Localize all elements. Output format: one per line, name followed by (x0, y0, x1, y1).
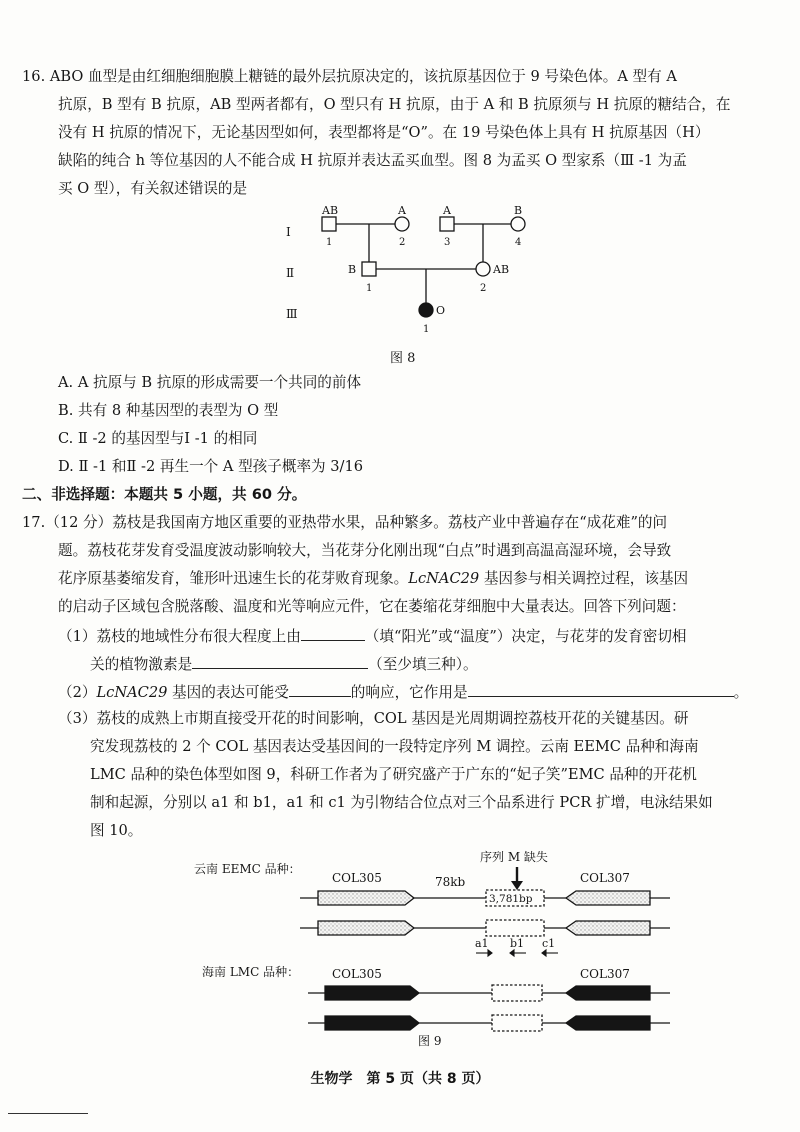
q17-part1-line2 (90, 652, 478, 676)
col305-gene-lmc-1 (325, 986, 419, 1000)
answer-blank-4[interactable] (468, 680, 734, 697)
sequence-m-label: 序列 M 缺失 (480, 850, 548, 864)
individual-II2 (476, 262, 490, 276)
individual-I3 (440, 217, 454, 231)
primer-a1: a1 (475, 937, 489, 950)
col305-label-bottom: COL305 (332, 967, 382, 981)
I1-type: AB (322, 205, 339, 217)
col307-label-bottom: COL307 (580, 967, 630, 981)
sequence-m-box-lmc-2 (492, 1015, 542, 1031)
primer-c1: c1 (542, 937, 556, 950)
option-c: C. Ⅱ -2 的基因型与Ⅰ -1 的相同 (58, 430, 258, 447)
q17-part3-line1: （3）荔枝的成熟上市期直接受开花的时间影响，COL 基因是光周期调控荔枝开花的关键基因。研 (58, 710, 689, 727)
q17-part3-line5: 图 10。 (90, 822, 143, 839)
col307-gene-eemc-2 (566, 921, 650, 935)
col307-gene-lmc-1 (566, 986, 650, 1000)
bp-label: 3,781bp (489, 893, 533, 905)
answer-blank-3[interactable] (289, 680, 351, 697)
distance-label: 78kb (435, 875, 466, 889)
individual-III1 (419, 303, 433, 317)
q16-line-3: 没有 H 抗原的情况下，无论基因型如何，表型都将是“O”。在 19 号染色体上具有 H 抗原基因（H） (58, 124, 710, 141)
gene-name: LcNAC29 (408, 570, 480, 587)
II1-type: B (348, 263, 357, 276)
part2-text-b: 基因的表达可能受 (167, 684, 289, 701)
q16-line-2: 抗原，B 型有 B 抗原，AB 型两者都有，O 型只有 H 抗原，由于 A 和 B 抗原须与 H 抗原的糖结合，在 (58, 96, 731, 113)
figure-8-pedigree (270, 205, 530, 370)
q16-line-5: 买 O 型），有关叙述错误的是 (58, 180, 248, 197)
part1-text-b: （填“阳光”或“温度”）决定，与花芽的发育密切相 (364, 628, 687, 645)
col305-gene-eemc-1 (318, 891, 414, 905)
individual-I1 (322, 217, 336, 231)
arrow-left-icon (542, 950, 546, 956)
I4-type: B (514, 205, 523, 217)
arrow-left-icon (510, 950, 514, 956)
III1-type: O (436, 304, 446, 317)
I2-type: A (398, 205, 406, 217)
deletion-arrow-icon (511, 867, 523, 890)
q17-line-3-tail: 基因参与相关调控过程，该基因 (479, 570, 689, 587)
sequence-m-box-2 (486, 920, 544, 936)
part2-text-c: 的响应，它作用是 (350, 684, 468, 701)
arrow-right-icon (488, 950, 492, 956)
part1-text-a: （1）荔枝的地域性分布很大程度上由 (58, 628, 301, 645)
bottom-rule (8, 1113, 88, 1114)
q16-line-1: 16. ABO 血型是由红细胞细胞膜上糖链的最外层抗原决定的，该抗原基因位于 9 号染色体。A 型有 A (22, 68, 677, 85)
col305-gene-eemc-2 (318, 921, 414, 935)
q17-part3-line4: 制和起源，分别以 a1 和 b1，a1 和 c1 为引物结合位点对三个品系进行 PCR 扩增，电泳结果如 (90, 794, 713, 811)
q17-part2 (58, 680, 748, 704)
individual-I4 (511, 217, 525, 231)
yunnan-label: 云南 EEMC 品种： (194, 862, 301, 876)
primer-b1: b1 (510, 937, 525, 950)
I3-num: 3 (444, 237, 451, 248)
II2-type: AB (493, 263, 510, 276)
col305-gene-lmc-2 (325, 1016, 419, 1030)
q17-line-4: 的启动子区域包含脱落酸、温度和光等响应元件，它在萎缩花芽细胞中大量表达。回答下列问题： (58, 598, 686, 615)
col307-label-top: COL307 (580, 871, 630, 885)
q16-line-4: 缺陷的纯合 h 等位基因的人不能合成 H 抗原并表达孟买血型。图 8 为孟买 O 型家系（Ⅲ -1 为孟 (58, 152, 687, 169)
part1-text-c: 关的植物激素是 (90, 656, 193, 673)
q17-line-2: 题。荔枝花芽发育受温度波动影响较大，当花芽分化刚出现“白点”时遇到高温高湿环境，会导致 (58, 542, 672, 559)
answer-blank-1[interactable] (301, 624, 365, 641)
page-footer: 生物学 第 5 页（共 8 页） (310, 1071, 490, 1087)
col307-gene-eemc-1 (566, 891, 650, 905)
figure-8-caption: 图 8 (390, 351, 416, 366)
hainan-label: 海南 LMC 品种： (202, 965, 300, 979)
part2-text-a: （2） (58, 684, 97, 701)
gen-label-III: Ⅲ (286, 307, 298, 321)
q17-part3-line2: 究发现荔枝的 2 个 COL 基因表达受基因间的一段特定序列 M 调控。云南 EEMC 品种和海南 (90, 738, 699, 755)
option-b: B. 共有 8 种基因型的表型为 O 型 (58, 402, 279, 419)
gen-label-I: Ⅰ (286, 225, 291, 239)
q17-part3-line3: LMC 品种的染色体型如图 9，科研工作者为了研究盛产于广东的“妃子笑”EMC 品种的开花机 (90, 766, 697, 783)
col305-label-top: COL305 (332, 871, 382, 885)
part2-text-d: 。 (733, 684, 749, 701)
part1-text-d: （至少填三种）。 (368, 656, 478, 673)
option-d: D. Ⅱ -1 和Ⅱ -2 再生一个 A 型孩子概率为 3/16 (58, 458, 364, 475)
sequence-m-box-lmc-1 (492, 985, 542, 1001)
q17-line-3 (58, 568, 688, 590)
I2-num: 2 (399, 237, 406, 248)
q17-line-1: 17.（12 分）荔枝是我国南方地区重要的亚热带水果，品种繁多。荔枝产业中普遍存在“成花难”的问 (22, 514, 668, 531)
II2-num: 2 (480, 283, 487, 294)
I1-num: 1 (326, 237, 333, 248)
part2-gene: LcNAC29 (96, 684, 168, 701)
answer-blank-2[interactable] (192, 652, 368, 669)
q17-part1-line1 (58, 624, 687, 648)
I4-num: 4 (515, 237, 522, 248)
figure-9-chromosomes (180, 845, 700, 1050)
II1-num: 1 (366, 283, 373, 294)
figure-9-caption: 图 9 (418, 1034, 442, 1048)
I3-type: A (443, 205, 451, 217)
col307-gene-lmc-2 (566, 1016, 650, 1030)
q17-line-3-text: 花序原基萎缩发育，雏形叶迅速生长的花芽败育现象。 (58, 570, 409, 587)
gen-label-II: Ⅱ (286, 266, 295, 280)
section-heading: 二、非选择题：本题共 5 小题，共 60 分。 (22, 486, 307, 503)
option-a: A. A 抗原与 B 抗原的形成需要一个共同的前体 (58, 374, 362, 391)
individual-I2 (395, 217, 409, 231)
individual-II1 (362, 262, 376, 276)
III1-num: 1 (423, 324, 430, 335)
